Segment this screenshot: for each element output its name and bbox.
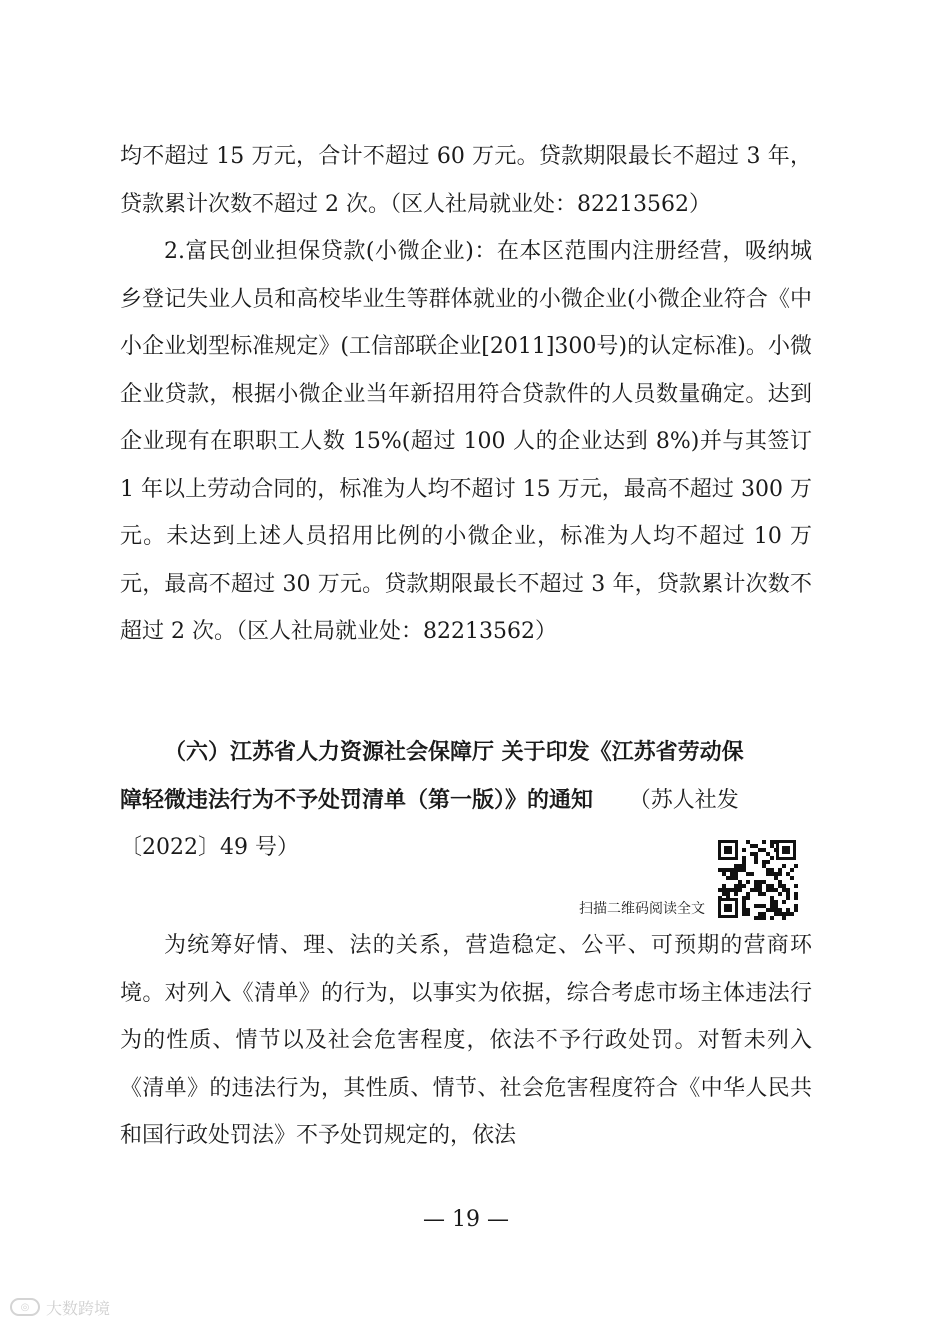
notice-body bbox=[120, 922, 812, 1160]
qr-code-icon[interactable] bbox=[716, 838, 798, 920]
paragraph-small-enterprise-loan: 2.富民创业担保贷款(小微企业)：在本区范围内注册经营，吸纳城乡登记失业人员和高校毕业生等群体就业的小微企业(小微企业符合《中小企业划型标准规定》(工信部联企业[2011]300号)的认定标准)。小微企业贷款，根据小微企业当年新招用符合贷款件的人员数量确定。达到企业现有在职职工人数 15%(超过 100 人的企业达到 8%)并与其签订 1 年以上劳动合同的，标准为人均不超讨 15 万元，最高不超过 300 万元。未达到上述人员招用比例的小微企业，标准为人均不超过 10 万元，最高不超过 30 万元。贷款期限最长不超过 3 年，贷款累计次数不超过 2 次。（区人社局就业处：82213562） bbox=[120, 239, 812, 644]
watermark-logo-icon: ◎ bbox=[10, 1298, 40, 1316]
heading-line-2: 障轻微违法行为不予处罚清单（第一版）》的通知 bbox=[120, 787, 594, 813]
doc-number-part-1: （苏人社发 bbox=[628, 787, 739, 813]
doc-number-part-2: 〔2022〕49 号） bbox=[120, 835, 299, 860]
qr-caption: 扫描二维码阅读全文 bbox=[579, 901, 705, 917]
paragraph-notice-body: 为统筹好情、理、法的关系，营造稳定、公平、可预期的营商环境。对列入《清单》的行为，以事实为依据，综合考虑市场主体违法行为的性质、情节以及社会危害程度，依法不予行政处罚。对暂未列入《清单》的违法行为，其性质、情节、社会危害程度符合《中华人民共和国行政处罚法》不予处罚规定的，依法 bbox=[120, 933, 812, 1148]
watermark-text: 大数跨境 bbox=[46, 1298, 111, 1318]
watermark bbox=[10, 1294, 110, 1320]
section-heading bbox=[120, 729, 812, 824]
page-number: — 19 — bbox=[423, 1207, 509, 1232]
heading-line-1: （六）江苏省人力资源社会保障厅 关于印发《江苏省劳动保 bbox=[164, 740, 744, 765]
notice-heading-block bbox=[120, 729, 812, 872]
loan-section bbox=[120, 133, 812, 656]
paragraph-loan-limit: 均不超过 15 万元，合计不超过 60 万元。贷款期限最长不超过 3 年，贷款累计次数不超过 2 次。（区人社局就业处：82213562） bbox=[120, 144, 812, 217]
